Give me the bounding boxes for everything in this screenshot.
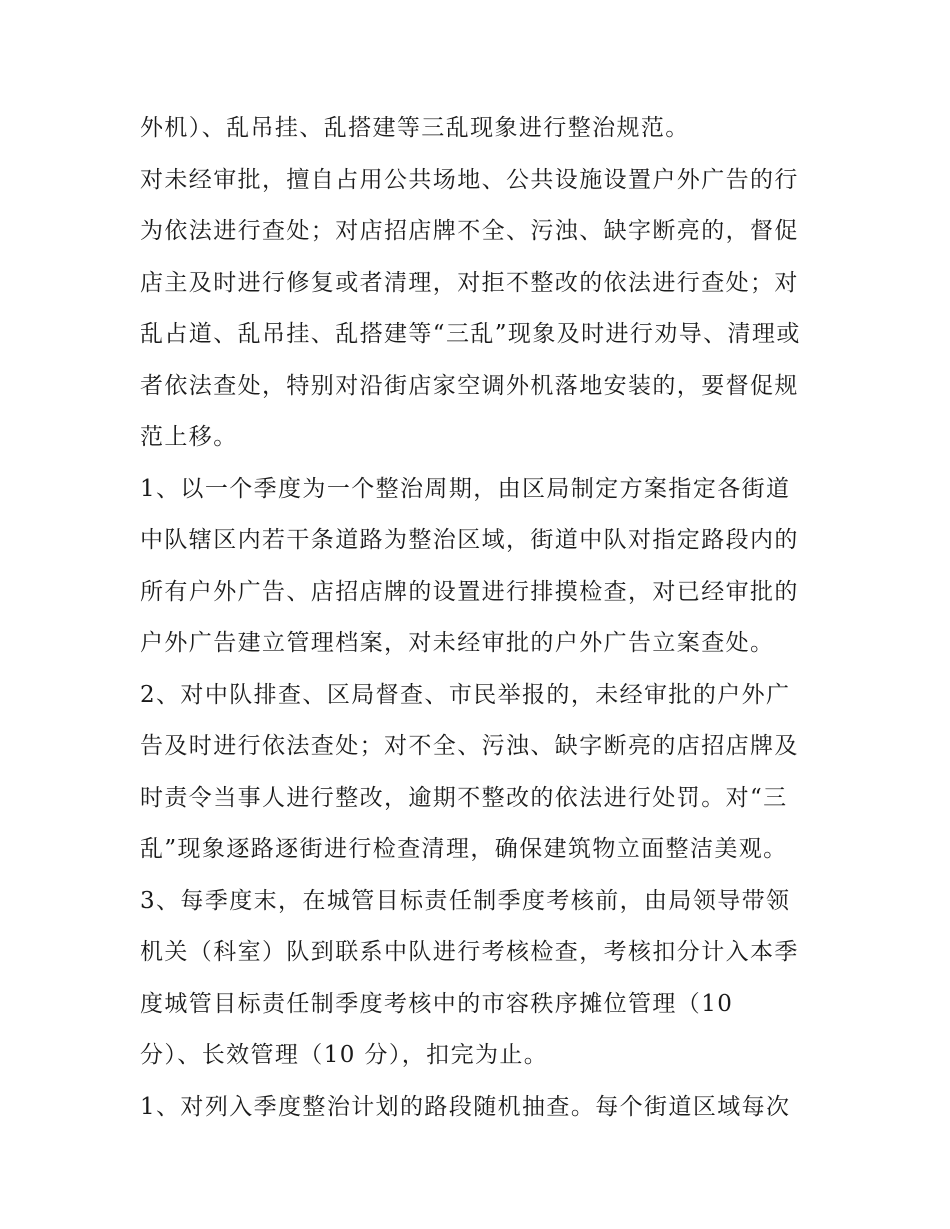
text-line: 2、对中队排查、区局督查、市民举报的，未经审批的户外广 xyxy=(140,681,791,708)
text-line: 分）、长效管理（10 分），扣完为止。 xyxy=(140,1042,549,1068)
text-line: 外机）、乱吊挂、乱搭建等三乱现象进行整治规范。 xyxy=(140,115,690,141)
text-line: 所有户外广告、店招店牌的设置进行排摸检查，对已经审批的 xyxy=(140,578,799,605)
text-line: 时责令当事人进行整改，逾期不整改的依法进行处罚。对“三 xyxy=(140,784,788,811)
text-line: 3、每季度末，在城管目标责任制季度考核前，由局领导带领 xyxy=(140,887,791,914)
text-line: 中队辖区内若干条道路为整治区域，街道中队对指定路段内的 xyxy=(140,527,799,553)
text-line: 1、以一个季度为一个整治周期，由区局制定方案指定各街道 xyxy=(140,475,791,502)
text-line: 乱”现象逐路逐街进行检查清理，确保建筑物立面整洁美观。 xyxy=(140,836,788,862)
text-line: 户外广告建立管理档案，对未经审批的户外广告立案查处。 xyxy=(140,630,775,656)
text-line: 为依法进行查处；对店招店牌不全、污浊、缺字断亮的，督促 xyxy=(140,218,799,244)
document-body xyxy=(140,103,820,1133)
text-line: 者依法查处，特别对沿街店家空调外机落地安装的，要督促规 xyxy=(140,372,799,399)
text-line: 店主及时进行修复或者清理，对拒不整改的依法进行查处；对 xyxy=(140,269,799,296)
text-line: 1、对列入季度整治计划的路段随机抽查。每个街道区域每次 xyxy=(140,1093,791,1120)
text-line: 机关（科室）队到联系中队进行考核检查，考核扣分计入本季 xyxy=(140,939,799,965)
text-line: 乱占道、乱吊挂、乱搭建等“三乱”现象及时进行劝导、清理或 xyxy=(140,321,801,347)
text-line: 度城管目标责任制季度考核中的市容秩序摊位管理（10 xyxy=(140,990,734,1017)
text-line: 范上移。 xyxy=(140,424,238,450)
text-line: 告及时进行依法查处；对不全、污浊、缺字断亮的店招店牌及 xyxy=(140,733,799,759)
text-line: 对未经审批，擅自占用公共场地、公共设施设置户外广告的行 xyxy=(140,166,799,193)
